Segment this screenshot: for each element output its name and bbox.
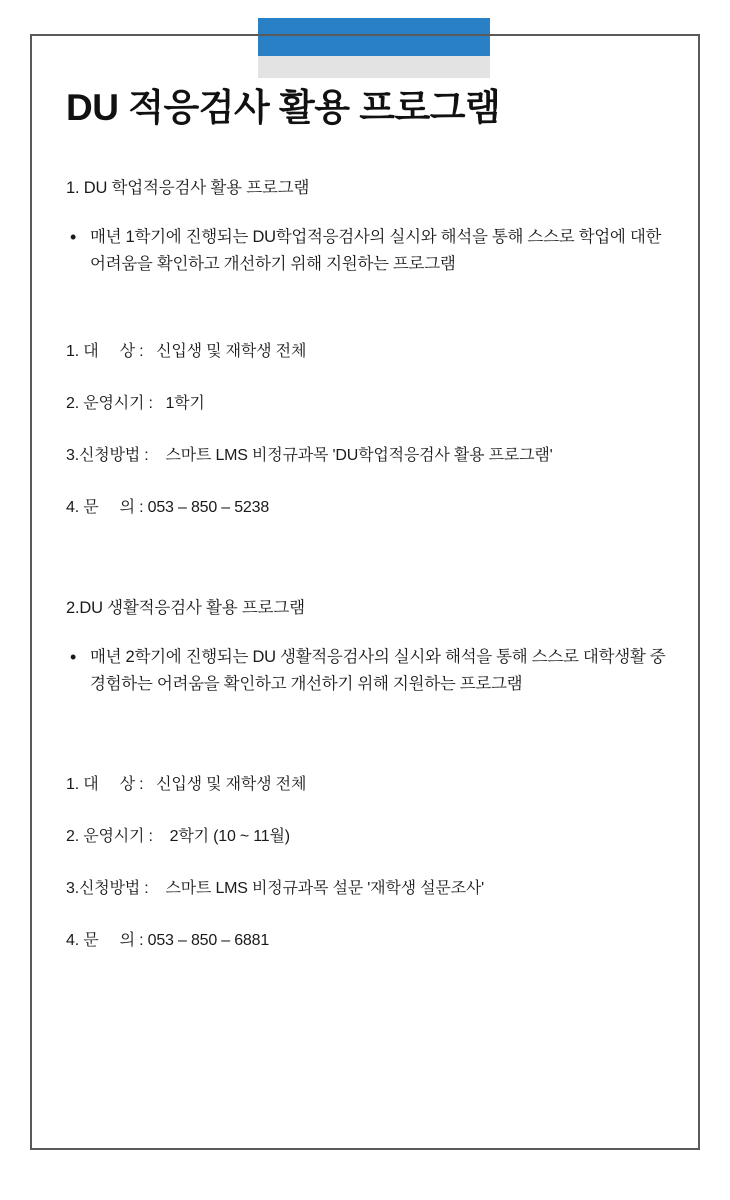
section-1-bullet-list <box>66 224 678 277</box>
document-content <box>66 86 678 979</box>
section-spacer <box>66 546 678 594</box>
list-item: 4. 문 의 : 053 – 850 – 5238 <box>66 498 270 516</box>
list-item: 2. 운영시기 : 1학기 <box>66 394 205 412</box>
section-2-details <box>66 771 678 950</box>
section-2-heading: 2.DU 생활적응검사 활용 프로그램 <box>66 598 305 617</box>
section-1-bullet: • 매년 1학기에 진행되는 DU학업적응검사의 실시와 해석을 통해 스스로 학업에 대한 어려움을 확인하고 개선하기 위해 지원하는 프로그램 <box>88 224 678 277</box>
list-item: 3.신청방법 : 스마트 LMS 비정규과목 설문 '재학생 설문조사' <box>66 880 485 898</box>
spacer <box>66 304 678 338</box>
list-item: 3.신청방법 : 스마트 LMS 비정규과목 'DU학업적응검사 활용 프로그램' <box>66 446 553 464</box>
list-item: 2. 운영시기 : 2학기 (10 ~ 11월) <box>66 828 290 846</box>
list-item: 4. 문 의 : 053 – 850 – 6881 <box>66 932 270 950</box>
list-item: 1. 대 상 : 신입생 및 재학생 전체 <box>66 776 307 794</box>
section-1-heading: 1. DU 학업적응검사 활용 프로그램 <box>66 179 310 198</box>
page-title: DU 적응검사 활용 프로그램 <box>66 87 501 128</box>
section-1 <box>66 174 678 516</box>
spacer <box>66 723 678 771</box>
section-2 <box>66 594 678 950</box>
section-2-bullet-list <box>66 644 678 697</box>
section-2-bullet: • 매년 2학기에 진행되는 DU 생활적응검사의 실시와 해석을 통해 스스로 대학생활 중 경험하는 어려움을 확인하고 개선하기 위해 지원하는 프로그램 <box>88 644 678 697</box>
list-item: 1. 대 상 : 신입생 및 재학생 전체 <box>66 342 307 360</box>
section-1-details <box>66 338 678 517</box>
